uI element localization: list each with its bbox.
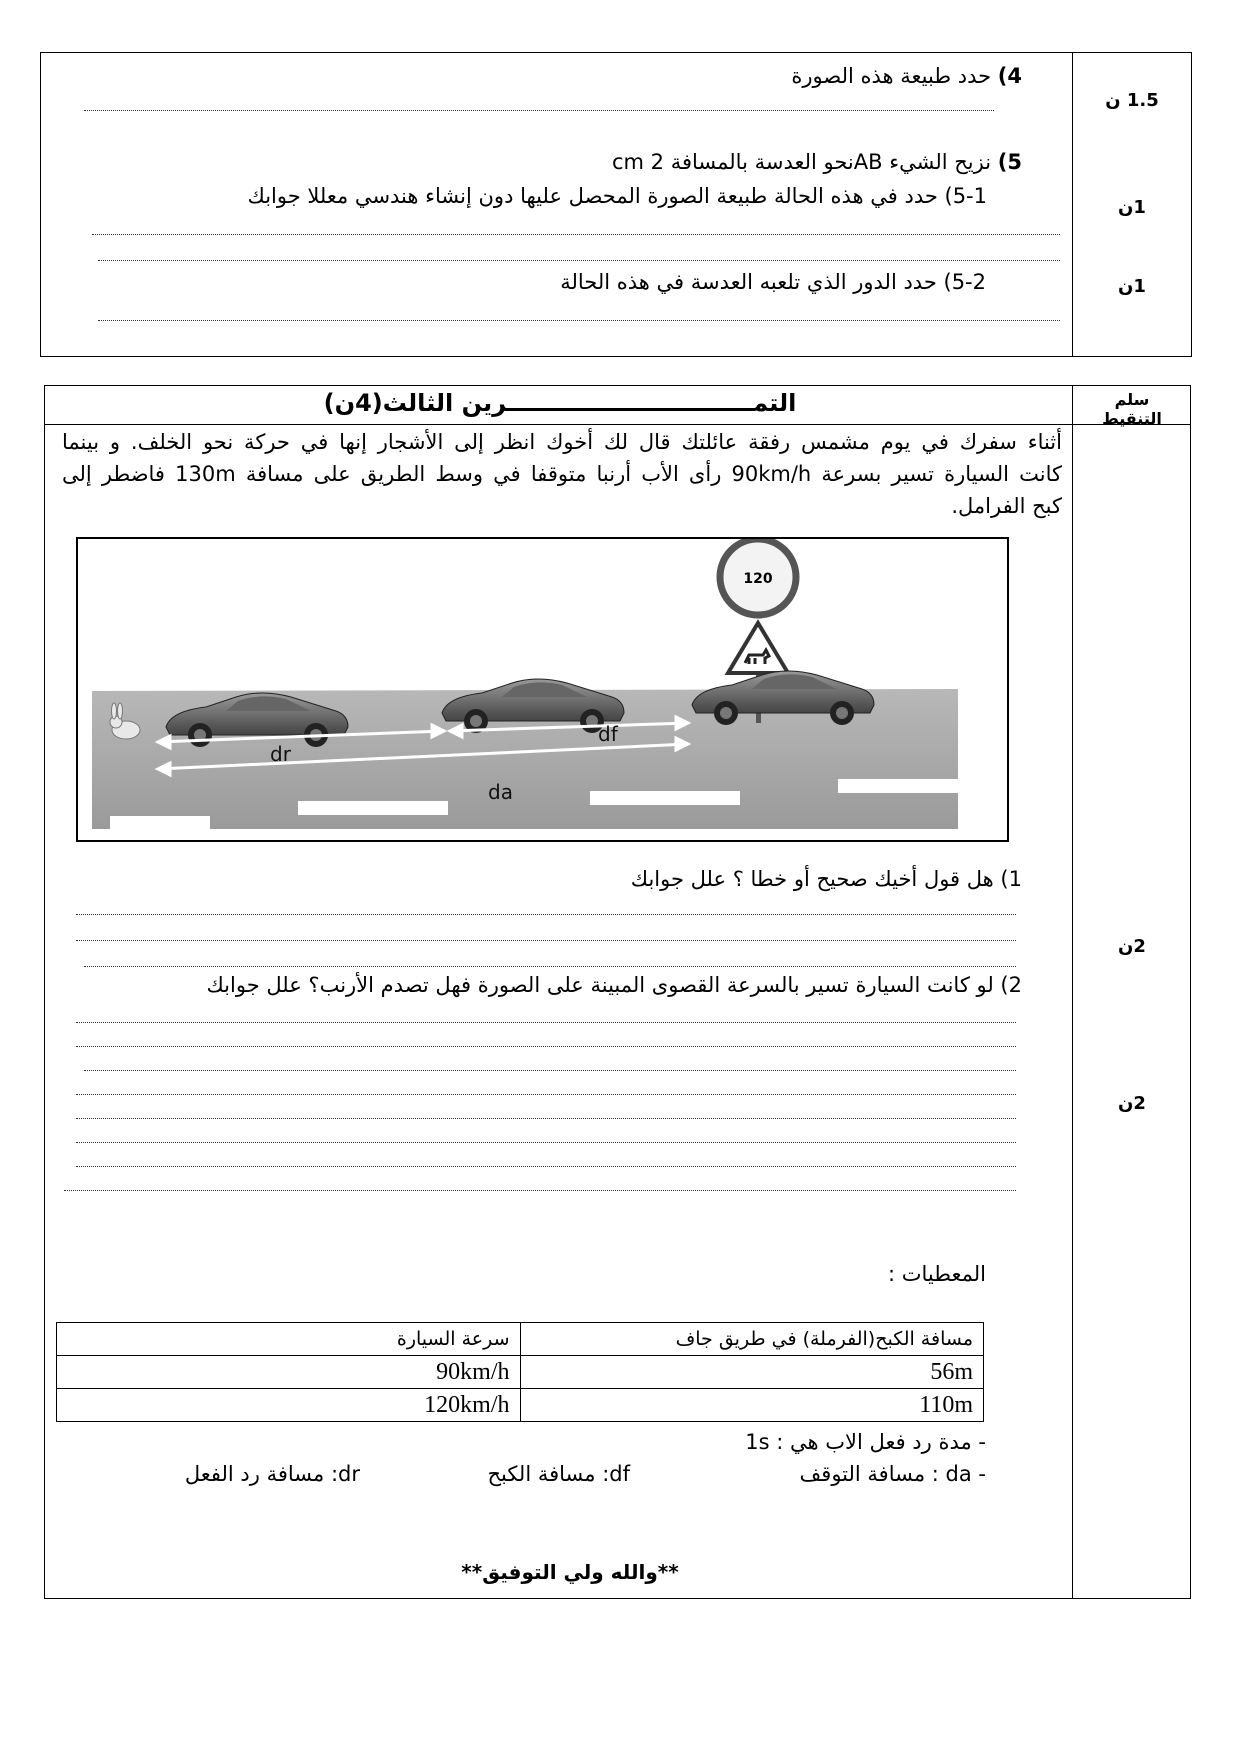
answer-line <box>84 966 1016 967</box>
label-df: df <box>598 722 618 746</box>
road-illustration <box>78 539 1007 840</box>
sign-speed-value: 120 <box>743 571 773 587</box>
top-score-divider <box>1072 52 1073 357</box>
table-cell-braking: 56m <box>520 1356 984 1389</box>
givens-table <box>56 1322 984 1422</box>
road-figure <box>76 537 1009 842</box>
answer-line <box>92 234 1060 235</box>
exercise-title: التمــــــــــــــــــــــــــــــرين الثالث(4ن) <box>323 389 797 417</box>
table-cell-braking: 110m <box>520 1389 984 1422</box>
animal-warning-sign <box>728 623 788 673</box>
legend-da: - da : مسافة التوقف <box>799 1462 986 1486</box>
table-header-row <box>57 1323 984 1356</box>
givens-label: المعطيات : <box>888 1262 986 1286</box>
table-header-braking: مسافة الكبح(الفرملة) في طريق جاف <box>520 1323 984 1356</box>
intro-line-3: كبح الفرامل. <box>951 494 1062 518</box>
answer-line <box>98 260 1060 261</box>
answer-line <box>76 1166 1016 1167</box>
table-cell-speed: 90km/h <box>57 1356 521 1389</box>
table-row <box>57 1356 984 1389</box>
question-4-number: 4) <box>997 64 1022 88</box>
exercise-question-1: 1) هل قول أخيك صحيح أو خطا ؟ علل جوابك <box>630 867 1022 891</box>
answer-line <box>84 110 994 111</box>
legend-dr: dr: مسافة رد الفعل <box>184 1462 360 1486</box>
answer-line <box>76 914 1016 915</box>
label-da: da <box>488 780 513 804</box>
reaction-time: - مدة رد فعل الاب هي : 1s <box>745 1430 986 1454</box>
lane-stripe <box>298 801 448 815</box>
lane-stripe <box>110 816 210 830</box>
question-5-number: 5) <box>997 150 1022 174</box>
question-5-text: نزيح الشيء ABنحو العدسة بالمسافة 2 cm <box>611 150 992 174</box>
table-header-speed: سرعة السيارة <box>57 1323 521 1356</box>
question-5 <box>612 150 1022 174</box>
closing-text: **والله ولي التوفيق** <box>461 1560 679 1584</box>
lane-stripe <box>838 779 958 793</box>
answer-line <box>76 1142 1016 1143</box>
score-q5-2: 1ن <box>1118 276 1146 297</box>
exercise-score-divider <box>1072 385 1073 1599</box>
exercise-question-2: 2) لو كانت السيارة تسير بالسرعة القصوى المبينة على الصورة فهل تصدم الأرنب؟ علل جوابك <box>206 973 1022 997</box>
table-cell-speed: 120km/h <box>57 1389 521 1422</box>
intro-line-2: كانت السيارة تسير بسرعة 90km/h رأى الأب أرنبا متوقفا في وسط الطريق على مسافة 130m فاضطر إلى <box>62 462 1062 486</box>
label-dr: dr <box>270 742 291 766</box>
exercise-title-divider <box>44 424 1191 425</box>
question-5-2: 5-2) حدد الدور الذي تلعبه العدسة في هذه الحالة <box>560 270 986 294</box>
score-exercise-q2: 2ن <box>1118 1093 1146 1114</box>
question-4-text: حدد طبيعة هذه الصورة <box>791 64 992 88</box>
table-row <box>57 1389 984 1422</box>
lane-stripe <box>590 791 740 805</box>
answer-line <box>64 1190 1016 1191</box>
legend-df: df: مسافة الكبح <box>487 1462 630 1486</box>
question-4 <box>791 64 1022 88</box>
score-exercise-q1: 2ن <box>1118 936 1146 957</box>
answer-line <box>98 320 1060 321</box>
intro-line-1: أثناء سفرك في يوم مشمس رفقة عائلتك قال لك أخوك انظر إلى الأشجار إنها في حركة نحو الخلف. و بينما <box>62 430 1062 454</box>
score-q4: 1.5 ن <box>1105 90 1159 111</box>
answer-line <box>84 1070 1016 1071</box>
intro-paragraph <box>62 426 1062 522</box>
answer-line <box>76 940 1016 941</box>
answer-line <box>76 1022 1016 1023</box>
scale-header: سلم التنقيط <box>1102 390 1162 428</box>
answer-line <box>76 1094 1016 1095</box>
score-q5-1: 1ن <box>1118 197 1146 218</box>
answer-line <box>76 1046 1016 1047</box>
question-5-1: 5-1) حدد في هذه الحالة طبيعة الصورة المحصل عليها دون إنشاء هندسي معللا جوابك <box>247 184 987 208</box>
answer-line <box>76 1118 1016 1119</box>
